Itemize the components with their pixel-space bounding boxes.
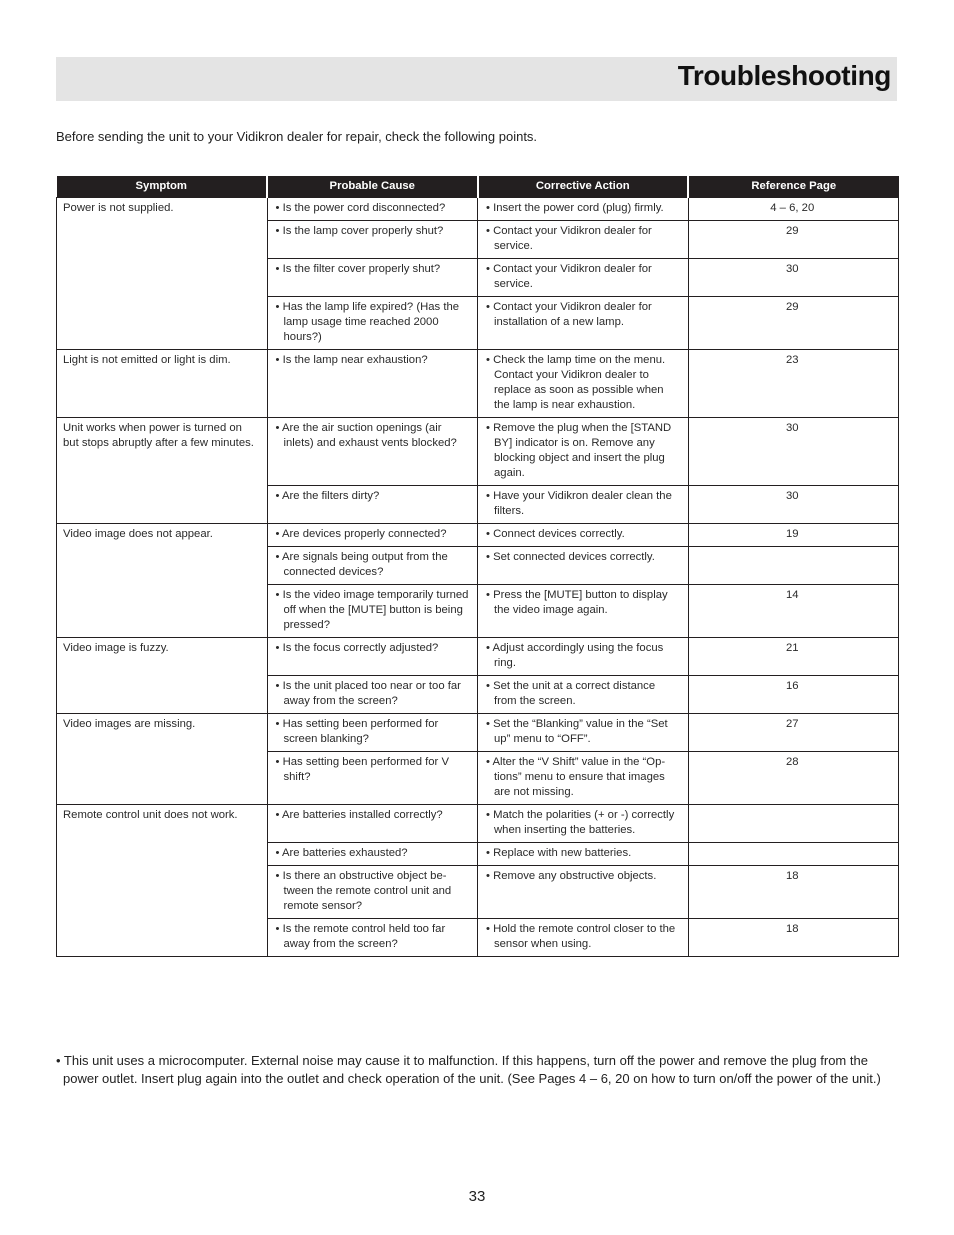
reference-page-cell: 18	[688, 918, 899, 956]
action-text: • Contact your Vidikron dealer for installation of a new lamp.	[486, 300, 652, 328]
action-text: • Adjust accordingly using the focus ring.	[486, 641, 664, 669]
reference-page-cell: 30	[688, 417, 899, 485]
cause-text: • Is the focus correctly adjusted?	[275, 641, 439, 654]
reference-page-cell: 27	[688, 713, 899, 751]
cause-text: • Is the lamp cover properly shut?	[275, 224, 444, 237]
table-row	[57, 637, 899, 675]
cause-cell	[267, 584, 478, 637]
cause-text: • Are the filters dirty?	[275, 489, 380, 502]
action-cell	[478, 546, 689, 584]
cause-cell	[267, 523, 478, 546]
microcomputer-note: • This unit uses a microcomputer. External noise may cause it to malfunction. If this happens, turn off the power and remove the plug from the power outlet. Insert plug again into the outlet and check operation of the unit. (See Pages 4 – 6, 20 on how to turn on/off the power of the unit.)	[56, 1053, 881, 1086]
action-cell	[478, 417, 689, 485]
reference-page-cell: 30	[688, 258, 899, 296]
action-text: • Press the [MUTE] button to display the video image again.	[486, 588, 668, 616]
troubleshooting-table	[56, 176, 899, 957]
cause-cell	[267, 675, 478, 713]
cause-text: • Has setting been performed for screen blanking?	[275, 717, 439, 745]
cause-cell	[267, 417, 478, 485]
reference-page-cell: 16	[688, 675, 899, 713]
table-row	[57, 713, 899, 751]
symptom-cell: Unit works when power is turned on but stops abruptly after a few minutes.	[57, 417, 268, 523]
action-text: • Replace with new batteries.	[486, 846, 632, 859]
header-reference-page: Reference Page	[688, 176, 899, 197]
action-text: • Hold the remote control closer to the sensor when using.	[486, 922, 676, 950]
reference-page-cell: 29	[688, 220, 899, 258]
action-text: • Check the lamp time on the menu. Contact your Vidikron dealer to replace as soon as possible when the lamp is near exhaustion.	[486, 353, 666, 411]
cause-text: • Are signals being output from the connected devices?	[275, 550, 448, 578]
table-header-row	[57, 176, 899, 197]
action-text: • Connect devices correctly.	[486, 527, 625, 540]
cause-text: • Has the lamp life expired? (Has the lamp usage time reached 2000 hours?)	[275, 300, 460, 343]
reference-page-cell	[688, 804, 899, 842]
cause-cell	[267, 804, 478, 842]
table-row	[57, 417, 899, 485]
cause-text: • Has setting been performed for V shift?	[275, 755, 449, 783]
cause-cell	[267, 349, 478, 417]
action-text: • Match the polarities (+ or -) correctly when inserting the batteries.	[486, 808, 675, 836]
table-row	[57, 804, 899, 842]
action-cell	[478, 523, 689, 546]
cause-text: • Is the filter cover properly shut?	[275, 262, 441, 275]
action-text: • Insert the power cord (plug) firmly.	[486, 201, 664, 214]
cause-cell	[267, 751, 478, 804]
table-row	[57, 523, 899, 546]
cause-text: • Are batteries exhausted?	[275, 846, 408, 859]
cause-text: • Is the video image temporarily turned off when the [MUTE] button is being pressed?	[275, 588, 469, 631]
action-cell	[478, 296, 689, 349]
symptom-cell: Video images are missing.	[57, 713, 268, 804]
cause-text: • Is the power cord disconnected?	[275, 201, 446, 214]
action-text: • Set the “Blanking” value in the “Set up” menu to “OFF”.	[486, 717, 668, 745]
title-band	[56, 57, 897, 101]
action-text: • Alter the “V Shift” value in the “Op-tions” menu to ensure that images are not missing.	[486, 755, 666, 798]
action-text: • Contact your Vidikron dealer for service.	[486, 262, 652, 290]
header-symptom: Symptom	[57, 176, 268, 197]
reference-page-cell: 21	[688, 637, 899, 675]
cause-cell	[267, 713, 478, 751]
cause-cell	[267, 197, 478, 220]
cause-cell	[267, 842, 478, 865]
page-title: Troubleshooting	[677, 60, 891, 91]
cause-text: • Is the remote control held too far away from the screen?	[275, 922, 446, 950]
cause-cell	[267, 296, 478, 349]
cause-cell	[267, 258, 478, 296]
symptom-cell: Light is not emitted or light is dim.	[57, 349, 268, 417]
action-text: • Remove the plug when the [STAND BY] indicator is on. Remove any blocking object and insert the plug again.	[486, 421, 672, 479]
cause-text: • Is the lamp near exhaustion?	[275, 353, 428, 366]
header-corrective-action: Corrective Action	[478, 176, 689, 197]
action-cell	[478, 675, 689, 713]
action-cell	[478, 584, 689, 637]
symptom-cell: Power is not supplied.	[57, 197, 268, 349]
action-cell	[478, 258, 689, 296]
reference-page-cell: 28	[688, 751, 899, 804]
reference-page-cell: 30	[688, 485, 899, 523]
reference-page-cell: 4 – 6, 20	[688, 197, 899, 220]
reference-page-cell: 18	[688, 865, 899, 918]
cause-text: • Are batteries installed correctly?	[275, 808, 443, 821]
reference-page-cell	[688, 842, 899, 865]
action-cell	[478, 637, 689, 675]
cause-text: • Are the air suction openings (air inlets) and exhaust vents blocked?	[275, 421, 457, 449]
page-number: 33	[468, 1188, 486, 1205]
action-cell	[478, 485, 689, 523]
reference-page-cell: 23	[688, 349, 899, 417]
action-cell	[478, 751, 689, 804]
action-text: • Have your Vidikron dealer clean the filters.	[486, 489, 672, 517]
cause-cell	[267, 220, 478, 258]
cause-cell	[267, 918, 478, 956]
cause-text: • Is the unit placed too near or too far away from the screen?	[275, 679, 461, 707]
cause-cell	[267, 546, 478, 584]
cause-cell	[267, 865, 478, 918]
action-text: • Contact your Vidikron dealer for service.	[486, 224, 652, 252]
reference-page-cell	[688, 546, 899, 584]
action-cell	[478, 349, 689, 417]
action-text: • Set the unit at a correct distance from the screen.	[486, 679, 656, 707]
table-body	[57, 197, 899, 956]
action-text: • Remove any obstructive objects.	[486, 869, 657, 882]
action-cell	[478, 713, 689, 751]
table-row	[57, 349, 899, 417]
symptom-cell: Remote control unit does not work.	[57, 804, 268, 956]
action-cell	[478, 804, 689, 842]
cause-cell	[267, 485, 478, 523]
action-text: • Set connected devices correctly.	[486, 550, 655, 563]
action-cell	[478, 865, 689, 918]
symptom-cell: Video image does not appear.	[57, 523, 268, 637]
cause-text: • Is there an obstructive object be-tween the remote control unit and remote sensor?	[275, 869, 452, 912]
intro-text: Before sending the unit to your Vidikron dealer for repair, check the following points.	[56, 129, 538, 144]
cause-cell	[267, 637, 478, 675]
reference-page-cell: 14	[688, 584, 899, 637]
action-cell	[478, 918, 689, 956]
action-cell	[478, 842, 689, 865]
action-cell	[478, 197, 689, 220]
action-cell	[478, 220, 689, 258]
reference-page-cell: 29	[688, 296, 899, 349]
header-probable-cause: Probable Cause	[267, 176, 478, 197]
table-row	[57, 197, 899, 220]
symptom-cell: Video image is fuzzy.	[57, 637, 268, 713]
cause-text: • Are devices properly connected?	[275, 527, 447, 540]
reference-page-cell: 19	[688, 523, 899, 546]
